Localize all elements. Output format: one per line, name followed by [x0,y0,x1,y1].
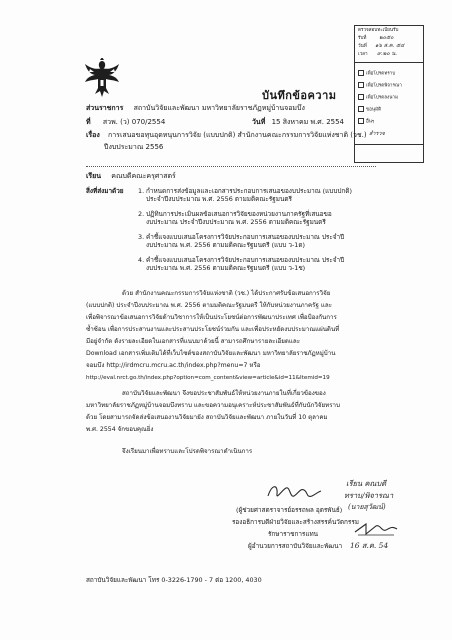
checkbox-icon [358,70,364,76]
date-value: 15 สิงหาคม พ.ศ. 2554 [271,118,345,126]
subject-row [86,131,367,140]
handwritten-note-2: ทราบ/พิจารณา [344,491,394,500]
subject-line-2: ปีงบประมาณ 2556 [104,143,164,151]
initials-scribble-icon [352,520,400,538]
number-label: ที่ [86,118,91,126]
enclosure-item: 2. ปฏิทินการประเมินผลข้อเสนอการวิจัยของหน่วยงานภาครัฐที่เสนอขอ งบประมาณ ประจำปีงบประมาณ พ.ศ. 2556 ตามมติคณะรัฐมนตรี [138,210,332,226]
stamp-date-label: วันที่ [358,44,367,49]
garuda-emblem-icon [84,58,120,98]
stamp-side-note: สำรวจ [369,131,385,137]
checkbox-icon [358,118,364,124]
paragraph2-line: พ.ศ. 2554 จักขอบคุณยิ่ง [86,426,154,433]
enclosures-label: สิ่งที่ส่งมาด้วย [86,187,124,195]
checkbox-icon [358,106,364,112]
stamp-check-item: เพื่อโปรดพิจารณา [358,82,402,90]
checkbox-icon [358,94,364,100]
signer-position-1: รองอธิการบดีฝ่ายวิจัยและสร้างสรรค์นวัตกรรม [232,518,359,526]
closing-line: จึงเรียนมาเพื่อทราบและโปรดพิจารณาดำเนินการ [122,448,253,455]
checkbox-icon [358,82,364,88]
subject-label: เรื่อง [86,131,100,139]
handwritten-note-3: (นายสุวัฒน์) [348,503,386,511]
paragraph1-url-line: http://eval.nrct.go.th/index.php?option=com_content&view=article&id=11&Itemid=19 [86,375,330,381]
stamp-received-no-handwritten: ๒๐๕๐ [379,35,394,41]
signer-position-3: ผู้อำนวยการสถาบันวิจัยและพัฒนา [248,542,343,550]
paragraph2-line: สถาบันวิจัยและพัฒนา จึงขอประชาสัมพันธ์ให้หน่วยงานภายในที่เกี่ยวข้องของ [122,390,326,397]
number-value: สวพ. (ว) 070/2554 [102,118,166,126]
receipt-stamp-box [354,25,424,163]
subject-line-1: การเสนอขอทุนอุดหนุนการวิจัย (แบบปกติ) สำนักงานคณะกรรมการวิจัยแห่งชาติ (วช.) [108,131,367,139]
stamp-check-item: เพื่อโปรดลงนาม [358,94,398,102]
salutation-label: เรียน [86,172,102,180]
memo-title: บันทึกข้อความ [262,89,337,102]
footer-contact: สถาบันวิจัยและพัฒนา โทร 0-3226-1790 - 7 ต่อ 1200, 4030 [86,576,262,584]
stamp-time-label: เวลา [358,52,368,57]
paragraph1-line: ซ้ำซ้อน เพื่อการประสานงานและประสานประโยชน์ร่วมกัน และเพื่อประหยัดงบประมาณแผ่นดินที่ [86,326,340,333]
stamp-heading: ตรวจสอบทะเบียนรับ [358,28,399,33]
stamp-check-item: อื่นๆ [358,118,374,126]
date-row [252,118,344,127]
handwritten-date: 16 ส.ค. 54 [350,541,389,550]
signer-name: (ผู้ช่วยศาสตราจารย์อรรถพล อุตรพันธ์) [236,506,343,514]
stamp-time-handwritten: ๙.๒๐ น. [377,51,398,57]
paragraph1-line: Download เอกสารเพิ่มเติมได้ที่เว็บไซต์ของสถาบันวิจัยและพัฒนา มหาวิทยาลัยราชภัฏหมู่บ้าน [86,350,336,357]
number-row [86,118,165,127]
paragraph2-line: มหาวิทยาลัยราชภัฏหมู่บ้านจอมบึงทราบ และขอความอนุเคราะห์ประชาสัมพันธ์ที่กับนักวิจัยทราบ [86,402,340,409]
salutation-value: คณบดีคณะครุศาสตร์ [111,172,176,180]
stamp-received-no-label: รับที่ [358,36,367,41]
stamp-check-item: เพื่อโปรดทราบ [358,70,395,78]
enclosure-item: 4. คำชี้แจงแบบเสนอโครงการวิจัยประกอบการเสนอของบประมาณ ประจำปี งบประมาณ พ.ศ. 2556 ตามมติคณะรัฐมนตรี (แบบ ว-1ช) [138,256,345,272]
signature-scribble-icon [264,480,324,502]
paragraph1-line: ด้วย สำนักงานคณะกรรมการวิจัยแห่งชาติ (วช.) ได้ประกาศรับข้อเสนอการวิจัย [122,290,331,297]
paragraph1-line: เพื่อพิจารณาข้อเสนอการวิจัยด้านวิชาการให้เป็นประโยชน์ต่อการพัฒนาประเทศ เพื่อป้องกันการ [86,314,337,321]
paragraph1-line: (แบบปกติ) ประจำปีงบประมาณ พ.ศ. 2556 ตามมติคณะรัฐมนตรี ให้กับหน่วยงานภาครัฐ และ [86,302,332,309]
agency-row [86,104,305,113]
paragraph1-line: จอมบึง http://irdmcru.mcru.ac.th/index.php?menu=7 หรือ [86,362,261,369]
agency-label: ส่วนราชการ [86,104,124,112]
agency-value: สถาบันวิจัยและพัฒนา มหาวิทยาลัยราชภัฏหมู่บ้านจอมบึง [133,104,305,112]
paragraph1-line: มีอยู่จำกัด ดังรายละเอียดในเอกสารที่แนบมาด้วยนี้ สามารถศึกษารายละเอียดและ [86,338,301,345]
stamp-check-item: ขอนุมัติ [358,106,381,114]
paragraph2-line: ด้วย โดยสามารถจัดส่งข้อเสนองานวิจัยมายัง สถาบันวิจัยและพัฒนา ภายในวันที่ 10 ตุลาคม [86,414,328,421]
header-divider [86,166,376,167]
enclosure-item: 1. กำหนดการส่งข้อมูลและเอกสารประกอบการเสนอของบประมาณ (แบบปกติ) ประจำปีงบประมาณ พ.ศ. 2556 ตามมติคณะรัฐมนตรี [138,187,352,203]
salutation-row [86,172,176,181]
signer-position-2: รักษาราชการแทน [268,530,319,538]
stamp-date-handwritten: ๑๖ ส.ค. ๕๔ [375,43,405,49]
enclosure-item: 3. คำชี้แจงแบบเสนอโครงการวิจัยประกอบการเสนอของบประมาณ ประจำปี งบประมาณ พ.ศ. 2556 ตามมติคณะรัฐมนตรี (แบบ ว-1ด) [138,233,345,249]
handwritten-note-1: เรียน คณบดี [346,479,387,488]
date-label: วันที่ [252,118,266,126]
